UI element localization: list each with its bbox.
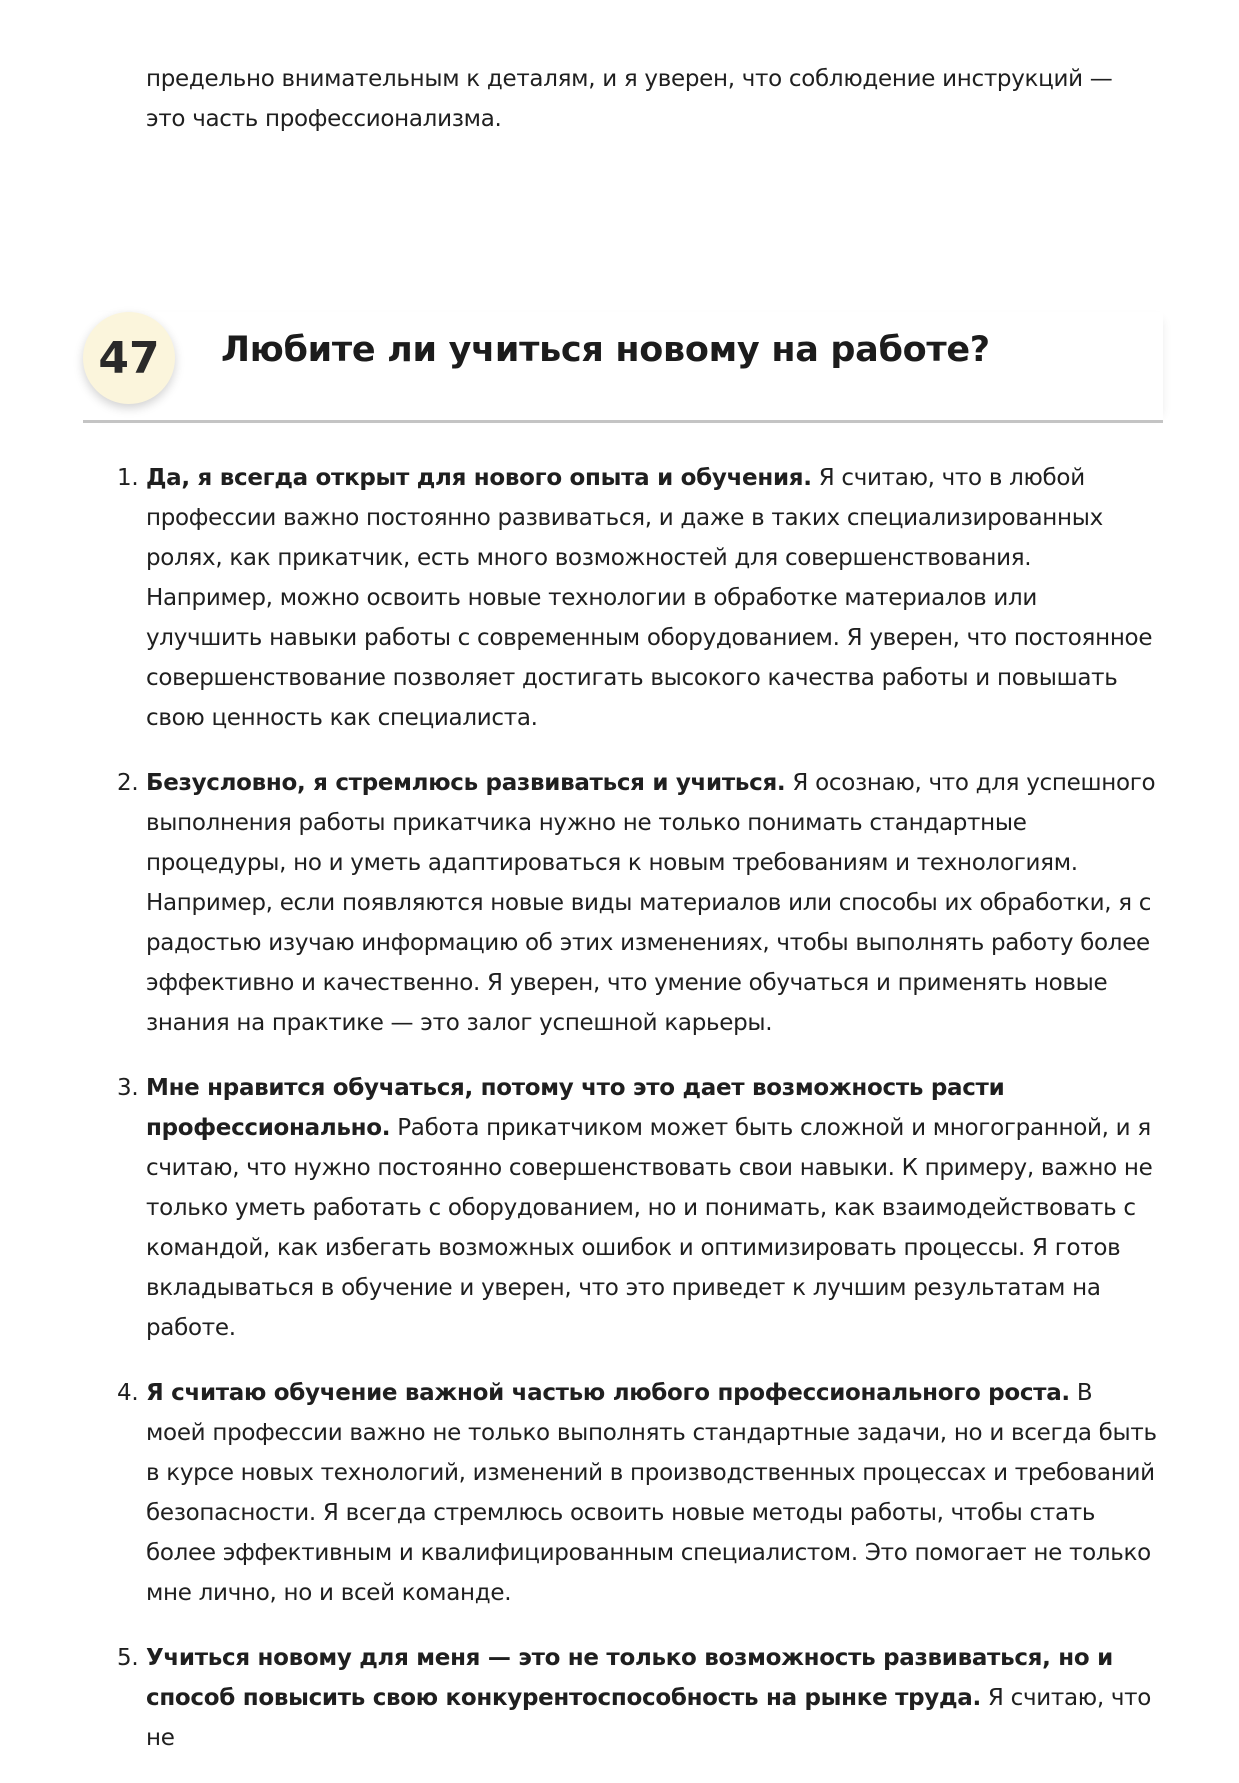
question-header [83, 312, 1163, 423]
answer-number: 4. [117, 1380, 139, 1406]
answer-item-5 [117, 1638, 1158, 1758]
answer-lead: Учиться новому для меня — это не только возможность развиваться, но и способ повысить свою конкурентоспособность на рынке труда. [146, 1645, 1113, 1711]
answer-number: 1. [117, 465, 139, 491]
answer-body: В моей профессии важно не только выполнять стандартные задачи, но и всегда быть в курсе новых технологий, изменений в производственных процессах и требований безопасности. Я всегда стремлюсь освоить новые методы работы, чтобы стать более эффективным и квалифицированным специалистом. Это помогает не только мне лично, но и всей команде. [146, 1380, 1157, 1606]
answer-number: 2. [117, 770, 139, 796]
answer-item-4 [117, 1373, 1158, 1613]
answer-lead: Безусловно, я стремлюсь развиваться и учиться. [146, 770, 786, 796]
answer-item-3 [117, 1068, 1158, 1348]
answer-item-1 [117, 458, 1158, 738]
answers-list [117, 458, 1158, 1783]
answer-lead: Мне нравится обучаться, потому что это дает возможность расти профессионально. [146, 1075, 1005, 1141]
question-title: Любите ли учиться новому на работе? [221, 330, 990, 370]
answer-body: Я считаю, что не [146, 1685, 1152, 1751]
intro-paragraph: предельно внимательным к деталям, и я уверен, что соблюдение инструкций — это часть профессионализма. [146, 66, 1113, 132]
answer-number: 5. [117, 1645, 139, 1671]
question-number-badge: 47 [83, 312, 175, 404]
answer-body: Я осознаю, что для успешного выполнения работы прикатчика нужно не только понимать стандартные процедуры, но и уметь адаптироваться к новым требованиям и технологиям. Например, если появляются новые виды материалов или способы их обработки, я с радостью изучаю информацию об этих изменениях, чтобы выполнять работу более эффективно и качественно. Я уверен, что умение обучаться и применять новые знания на практике — это залог успешной карьеры. [146, 770, 1156, 1036]
answer-lead: Я считаю обучение важной частью любого профессионального роста. [146, 1380, 1070, 1406]
answer-body: Работа прикатчиком может быть сложной и многогранной, и я считаю, что нужно постоянно совершенствовать свои навыки. К примеру, важно не только уметь работать с оборудованием, но и понимать, как взаимодействовать с командой, как избегать возможных ошибок и оптимизировать процессы. Я готов вкладываться в обучение и уверен, что это приведет к лучшим результатам на работе. [146, 1115, 1153, 1341]
answer-item-2 [117, 763, 1158, 1043]
answer-body: Я считаю, что в любой профессии важно постоянно развиваться, и даже в таких специализированных ролях, как прикатчик, есть много возможностей для совершенствования. Например, можно освоить новые технологии в обработке материалов или улучшить навыки работы с современным оборудованием. Я уверен, что постоянное совершенствование позволяет достигать высокого качества работы и повышать свою ценность как специалиста. [146, 465, 1153, 731]
answer-number: 3. [117, 1075, 139, 1101]
answer-lead: Да, я всегда открыт для нового опыта и обучения. [146, 465, 812, 491]
